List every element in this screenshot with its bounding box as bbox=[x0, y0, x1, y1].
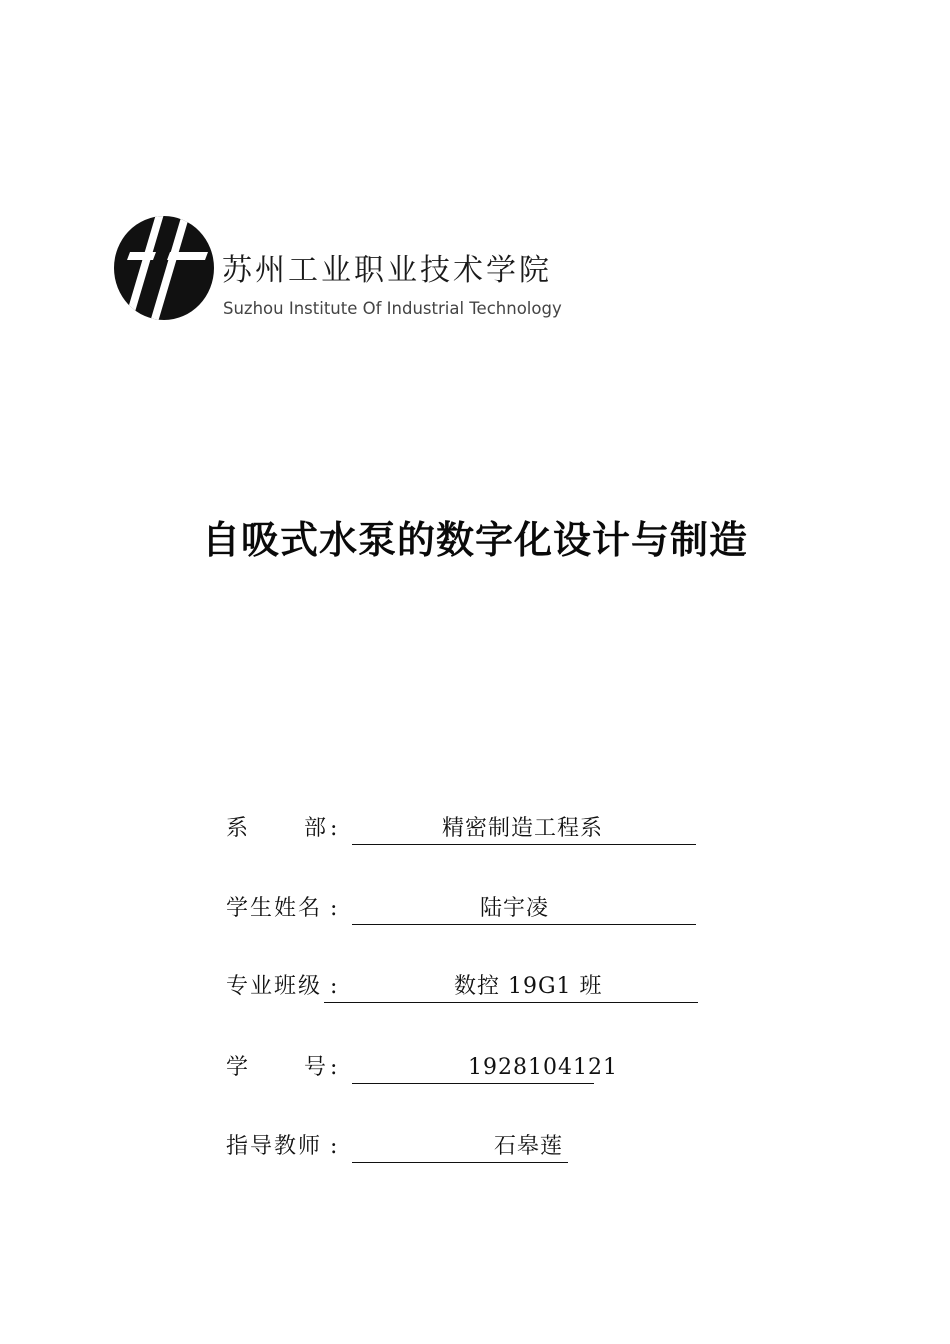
field-label-class: 专业班级 bbox=[226, 974, 323, 999]
field-label-department: 系 部 bbox=[226, 816, 327, 841]
field-value-department: 精密制造工程系 bbox=[352, 812, 696, 845]
field-value-class: 数控 19G1 班 bbox=[324, 970, 698, 1003]
institution-name-en: Suzhou Institute Of Industrial Technology bbox=[223, 299, 562, 318]
field-colon: : bbox=[330, 896, 338, 921]
field-colon: : bbox=[330, 816, 338, 841]
field-value-student-id: 1928104121 bbox=[352, 1051, 594, 1084]
field-colon: : bbox=[330, 1134, 338, 1159]
field-label-student-id: 学 号 bbox=[226, 1055, 327, 1080]
document-title: 自吸式水泵的数字化设计与制造 bbox=[201, 518, 748, 562]
institution-name-cn: 苏州工业职业技术学院 bbox=[222, 253, 552, 288]
field-value-advisor: 石皋莲 bbox=[352, 1130, 568, 1163]
field-value-student-name: 陆宇凌 bbox=[352, 892, 696, 925]
field-colon: : bbox=[330, 974, 338, 999]
field-colon: : bbox=[330, 1055, 338, 1080]
siit-logo-icon bbox=[112, 214, 216, 322]
field-label-advisor: 指导教师 bbox=[226, 1134, 323, 1159]
field-label-student-name: 学生姓名 bbox=[226, 896, 323, 921]
